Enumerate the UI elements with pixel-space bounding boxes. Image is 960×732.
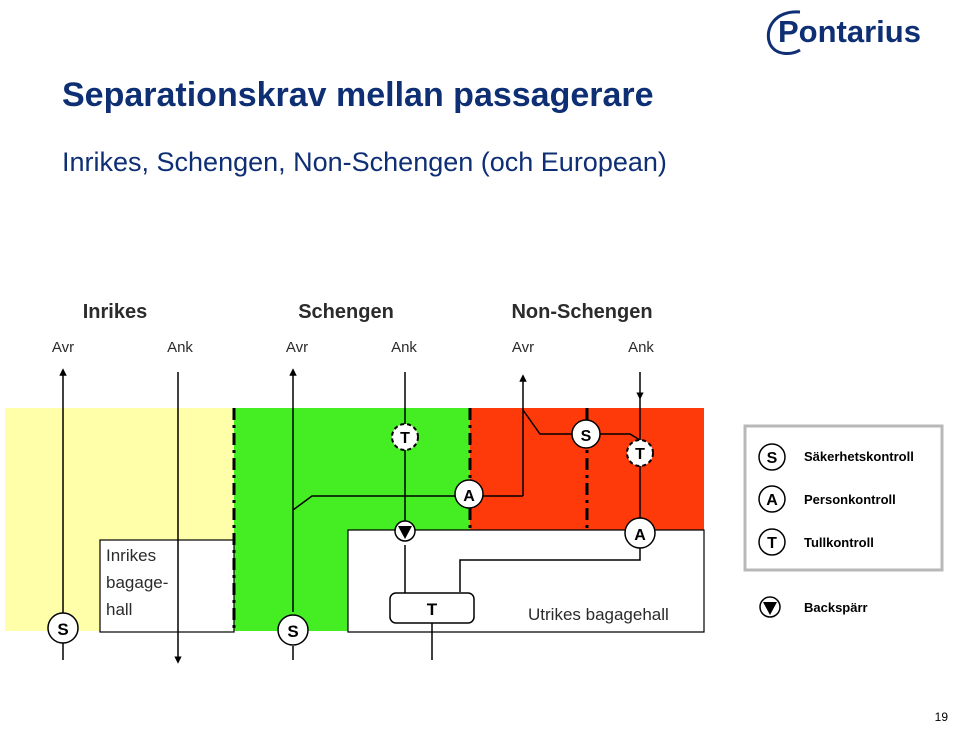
svg-text:A: A [766, 492, 778, 509]
customs-box-t [390, 593, 474, 623]
label-utrikes-bagagehall: Utrikes bagagehall [528, 605, 669, 624]
marker-t-schengen [392, 424, 418, 450]
page-subtitle: Inrikes, Schengen, Non-Schengen (och European) [62, 147, 667, 177]
legend [745, 426, 942, 570]
svg-text:Backspärr: Backspärr [804, 600, 868, 615]
label-schengen-ank: Ank [391, 339, 417, 356]
svg-text:T: T [426, 600, 438, 619]
legend-backspar [760, 597, 868, 617]
label-inrikes-bagagehall-2: bagage- [106, 573, 169, 592]
svg-text:A: A [463, 488, 475, 505]
label-schengen: Schengen [298, 301, 394, 323]
label-schengen-avr: Avr [285, 339, 309, 356]
logo-text: Pontarius [778, 14, 921, 49]
svg-text:T: T [767, 535, 777, 552]
svg-text:S: S [766, 450, 778, 467]
svg-text:Personkontroll: Personkontroll [804, 492, 896, 507]
label-non-schengen: Non-Schengen [511, 301, 653, 323]
marker-a-schengen [455, 480, 483, 508]
svg-text:S: S [57, 620, 69, 639]
page-number: 19 [934, 710, 948, 724]
svg-text:A: A [634, 527, 646, 544]
svg-text:S: S [287, 622, 299, 641]
marker-s-nonschengen [572, 420, 600, 448]
label-inrikes-bagagehall-1: Inrikes [106, 546, 157, 565]
marker-s-inrikes [48, 613, 78, 643]
svg-text:Säkerhetskontroll: Säkerhetskontroll [804, 449, 914, 464]
svg-text:T: T [635, 446, 645, 463]
page-title: Separationskrav mellan passagerare [62, 76, 654, 114]
svg-text:T: T [400, 430, 410, 447]
label-nonschengen-avr: Avr [511, 339, 535, 356]
marker-s-schengen [278, 615, 308, 645]
svg-text:Tullkontroll: Tullkontroll [804, 535, 874, 550]
label-inrikes-bagagehall-3: hall [106, 600, 133, 619]
label-inrikes-avr: Avr [51, 339, 75, 356]
label-inrikes: Inrikes [82, 301, 148, 323]
svg-text:S: S [580, 428, 592, 445]
marker-t-nonschengen [627, 440, 653, 466]
backspar-icon [395, 521, 415, 541]
label-nonschengen-ank: Ank [628, 339, 654, 356]
marker-a-nonschengen [625, 518, 655, 548]
label-inrikes-ank: Ank [167, 339, 193, 356]
